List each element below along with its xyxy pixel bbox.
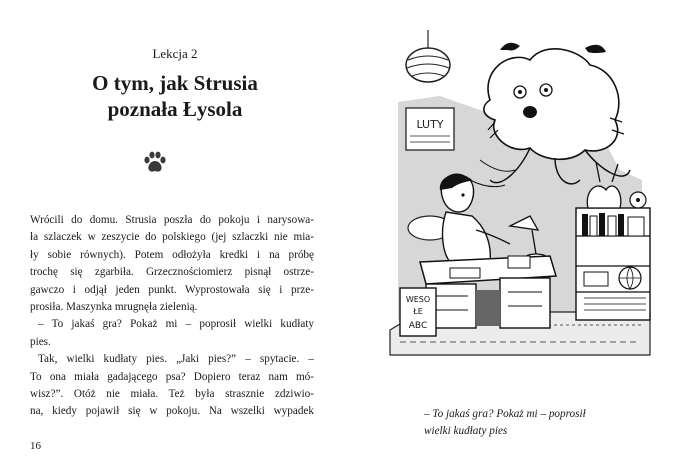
caption-line-1: – To jakaś gra? Pokaż mi – poprosił (424, 408, 586, 420)
body-line: ły sobie równych). Potem odłożyła kredki i na próbę (30, 248, 314, 261)
block-text-1: WESO (405, 295, 431, 304)
chapter-title (30, 70, 320, 122)
caption-line-2: wielki kudłaty pies (424, 425, 508, 437)
body-line: To ona miała gadającego psa? Dopiero teraz nam mó- (30, 370, 314, 383)
body-line: – To jakaś gra? Pokaż mi – poprosił wielki kudłaty (38, 318, 314, 331)
toy-bunny (587, 186, 621, 208)
body-line: pies. (30, 335, 51, 348)
body-text (30, 212, 314, 421)
page-number: 16 (30, 440, 41, 452)
lesson-label: Lekcja 2 (152, 46, 198, 61)
shaggy-dog (484, 49, 619, 159)
body-line: Wrócili do domu. Strusia poszła do pokoju i narysowa- (30, 214, 314, 226)
hanging-lamp (406, 48, 450, 82)
chapter-title-line-2: poznała Łysola (107, 97, 243, 121)
body-line: prosiła. Maszynka mrugnęła zielenią. (30, 301, 198, 314)
body-line: trochę się zgarbiła. Grzecznościomierz pisnął ostrze- (30, 266, 314, 279)
body-line: ła szlaczek w zeszycie do polskiego (jej szlaczki nie mia- (30, 231, 314, 244)
paw-print-icon (142, 150, 168, 176)
body-line: na, kiedy pojawił się w pokoju. Na wszelki wypadek (30, 405, 314, 418)
chapter-title-line-1: O tym, jak Strusia (92, 71, 258, 95)
illustration (380, 30, 660, 390)
body-line: Tak, wielki kudłaty pies. „Jaki pies?” – spytacie. – (38, 353, 314, 366)
block-text-3: ABC (408, 321, 428, 331)
block-text-2: ŁE (413, 307, 423, 316)
body-line: gawczo i odjął jeden punkt. Wyprostowała się i prze- (30, 283, 314, 296)
calendar-month-text: LUTY (416, 118, 444, 131)
illustration-caption (424, 406, 644, 440)
body-line: wisz?”. Otóż nie miała. Też była strasznie zdziwio- (30, 388, 314, 401)
